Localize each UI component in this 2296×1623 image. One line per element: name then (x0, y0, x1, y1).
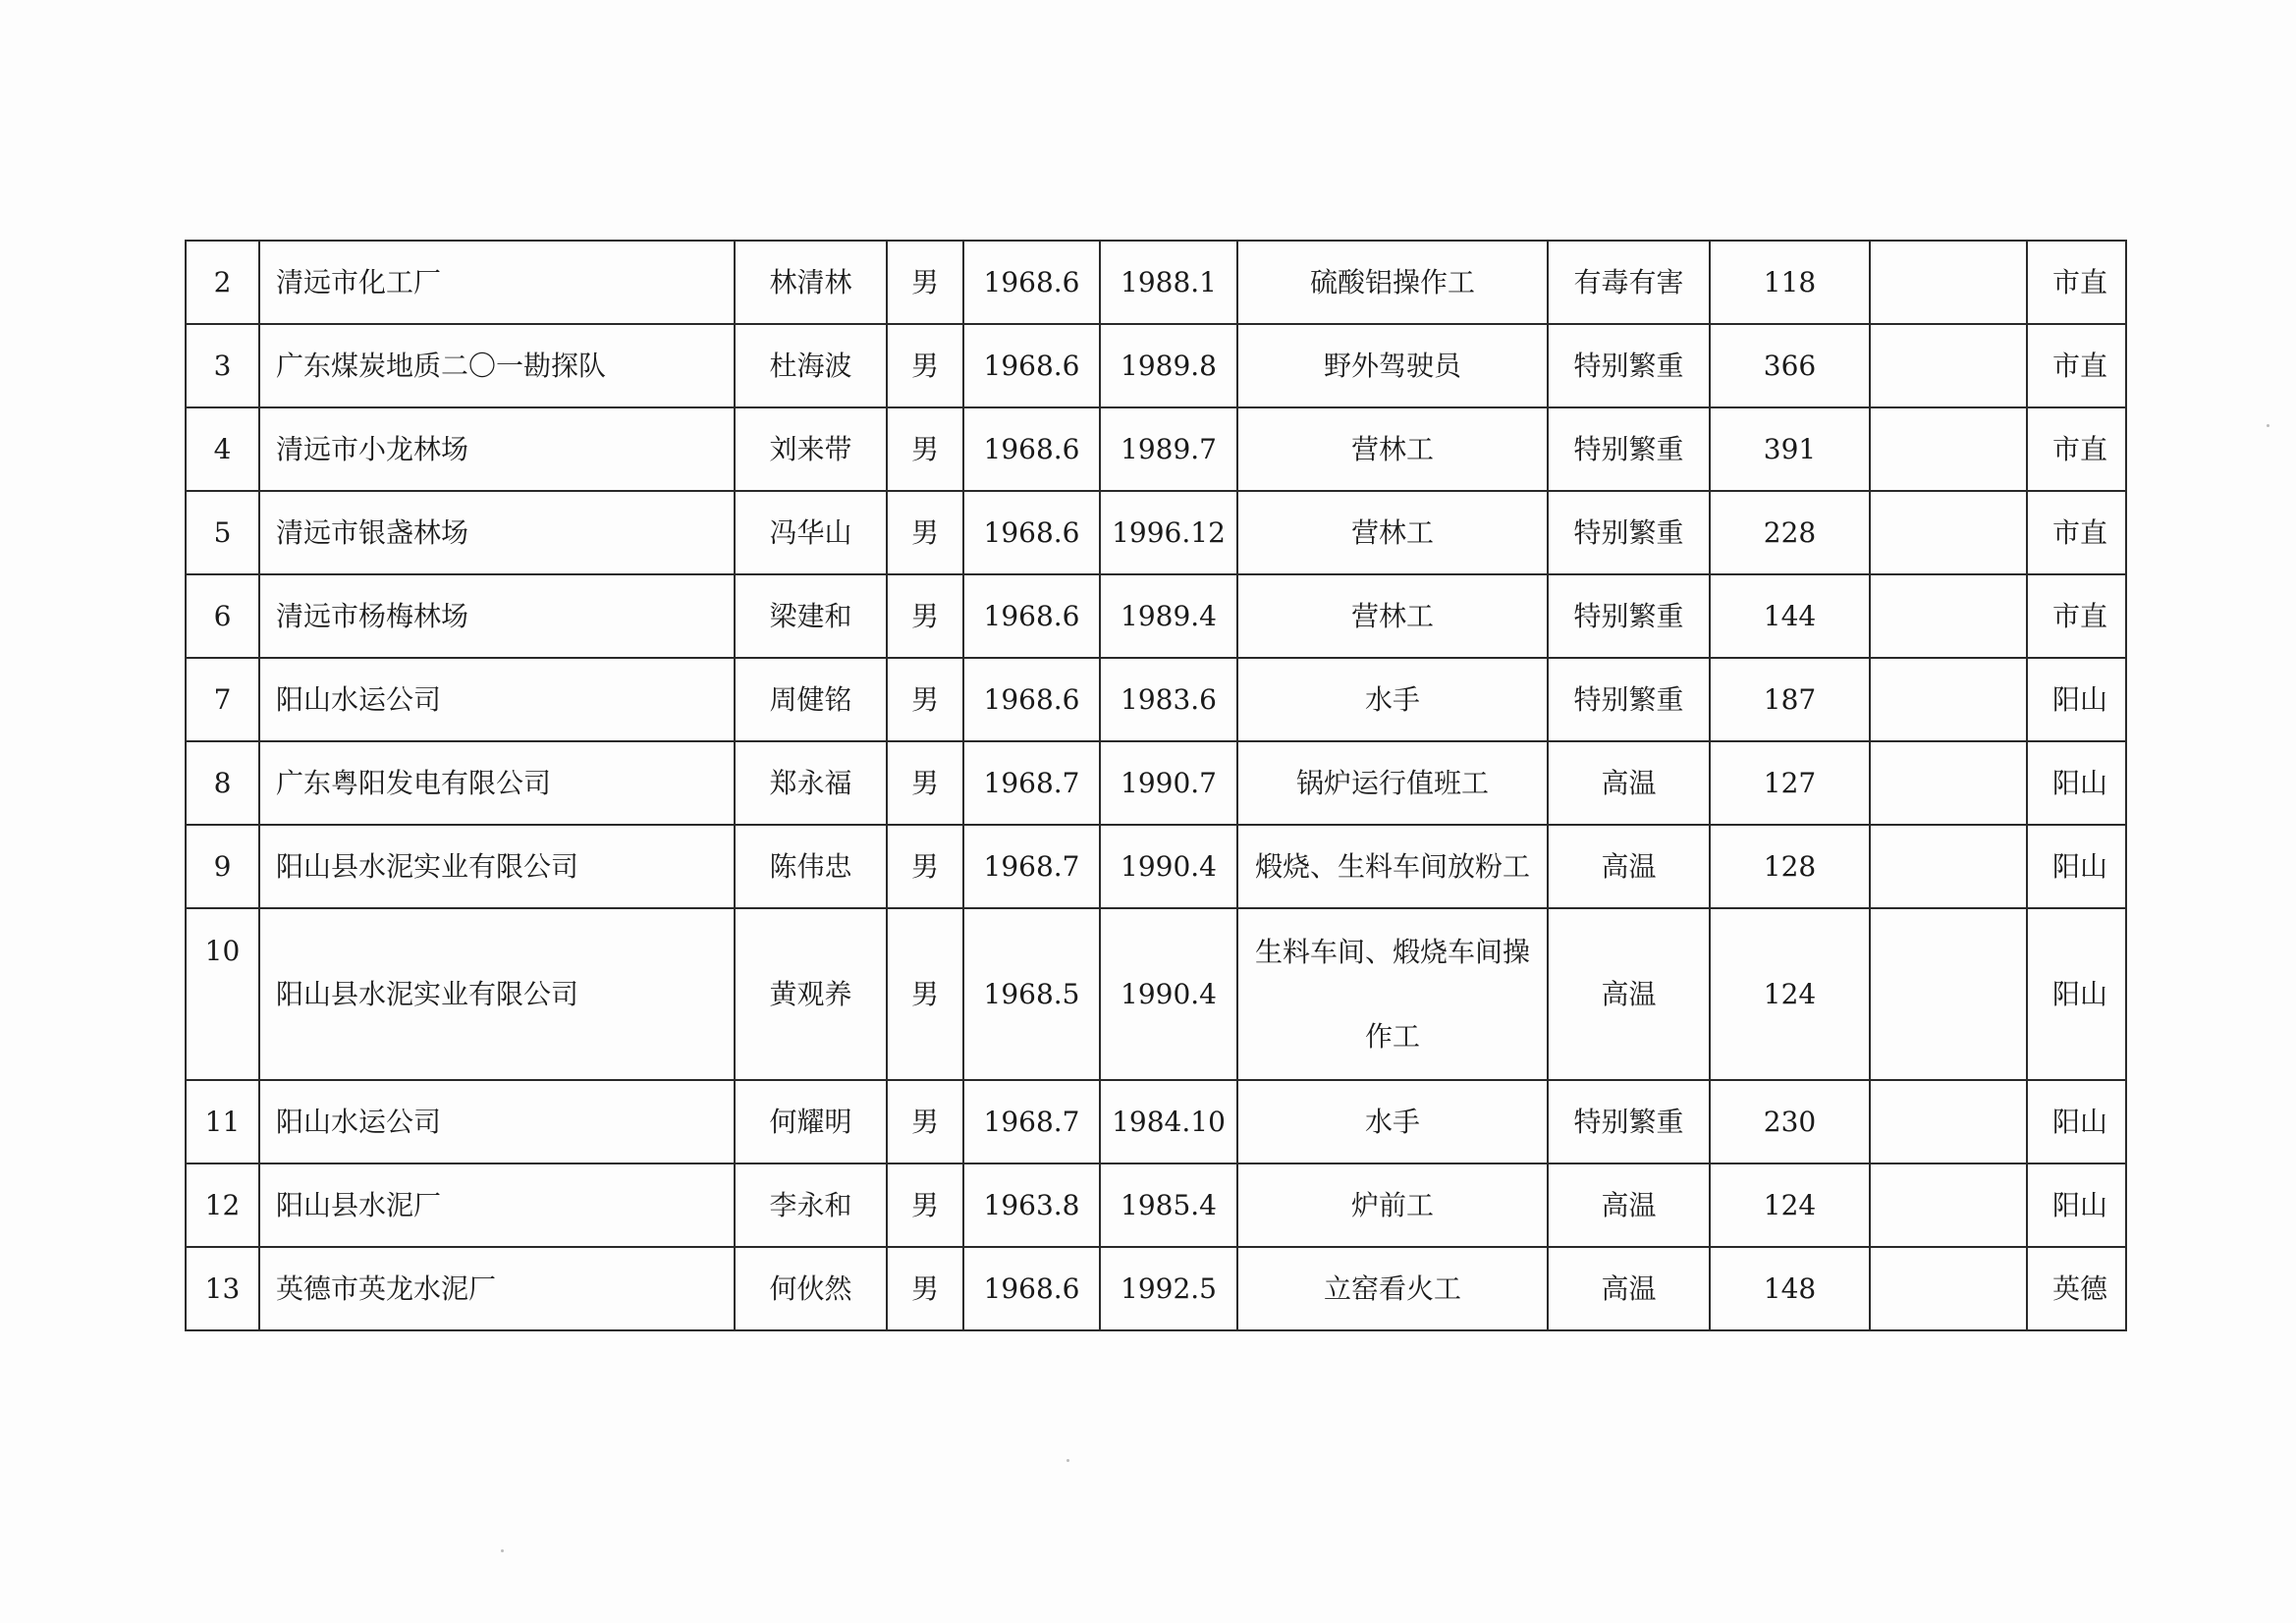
cell-job-type: 煅烧、生料车间放粉工 (1237, 825, 1548, 908)
cell-region: 市直 (2027, 324, 2126, 407)
scan-speck (501, 1549, 504, 1552)
cell-months-count: 187 (1710, 658, 1870, 741)
cell-person-name: 何伙然 (735, 1247, 887, 1330)
table-row (186, 1247, 2126, 1330)
cell-person-name: 何耀明 (735, 1080, 887, 1163)
cell-start-date: 1989.4 (1100, 574, 1237, 658)
cell-note (1870, 1080, 2027, 1163)
scan-speck (1066, 1459, 1069, 1462)
cell-row-number: 6 (186, 574, 259, 658)
cell-work-category: 高温 (1548, 1163, 1710, 1247)
cell-person-name: 郑永福 (735, 741, 887, 825)
cell-row-number: 2 (186, 241, 259, 324)
cell-unit-name: 阳山水运公司 (259, 1080, 735, 1163)
cell-birth-date: 1968.6 (963, 324, 1100, 407)
cell-work-category: 特别繁重 (1548, 658, 1710, 741)
cell-note (1870, 1247, 2027, 1330)
cell-unit-name: 清远市化工厂 (259, 241, 735, 324)
cell-person-name: 冯华山 (735, 491, 887, 574)
cell-birth-date: 1968.6 (963, 658, 1100, 741)
cell-birth-date: 1968.6 (963, 407, 1100, 491)
cell-birth-date: 1968.6 (963, 491, 1100, 574)
cell-region: 阳山 (2027, 1163, 2126, 1247)
cell-work-category: 高温 (1548, 741, 1710, 825)
table-row (186, 908, 2126, 1080)
cell-work-category: 高温 (1548, 825, 1710, 908)
cell-work-category: 特别繁重 (1548, 574, 1710, 658)
cell-start-date: 1984.10 (1100, 1080, 1237, 1163)
cell-sex: 男 (887, 825, 963, 908)
cell-start-date: 1985.4 (1100, 1163, 1237, 1247)
cell-work-category: 有毒有害 (1548, 241, 1710, 324)
cell-sex: 男 (887, 1163, 963, 1247)
cell-sex: 男 (887, 491, 963, 574)
cell-unit-name: 阳山水运公司 (259, 658, 735, 741)
cell-region: 阳山 (2027, 825, 2126, 908)
cell-row-number: 9 (186, 825, 259, 908)
cell-person-name: 陈伟忠 (735, 825, 887, 908)
cell-sex: 男 (887, 658, 963, 741)
cell-note (1870, 324, 2027, 407)
scan-speck (2267, 424, 2269, 427)
cell-start-date: 1990.7 (1100, 741, 1237, 825)
cell-job-type: 营林工 (1237, 407, 1548, 491)
cell-work-category: 特别繁重 (1548, 1080, 1710, 1163)
cell-unit-name: 清远市小龙林场 (259, 407, 735, 491)
table-row (186, 825, 2126, 908)
cell-months-count: 366 (1710, 324, 1870, 407)
cell-sex: 男 (887, 1080, 963, 1163)
cell-birth-date: 1963.8 (963, 1163, 1100, 1247)
cell-unit-name: 阳山县水泥实业有限公司 (259, 908, 735, 1080)
cell-job-type: 锅炉运行值班工 (1237, 741, 1548, 825)
cell-sex: 男 (887, 741, 963, 825)
cell-birth-date: 1968.7 (963, 741, 1100, 825)
cell-unit-name: 清远市杨梅林场 (259, 574, 735, 658)
cell-unit-name: 阳山县水泥实业有限公司 (259, 825, 735, 908)
cell-birth-date: 1968.5 (963, 908, 1100, 1080)
cell-sex: 男 (887, 1247, 963, 1330)
cell-note (1870, 407, 2027, 491)
cell-work-category: 高温 (1548, 908, 1710, 1080)
cell-region: 阳山 (2027, 658, 2126, 741)
table-row (186, 407, 2126, 491)
cell-months-count: 230 (1710, 1080, 1870, 1163)
cell-row-number: 3 (186, 324, 259, 407)
table-row (186, 241, 2126, 324)
cell-sex: 男 (887, 407, 963, 491)
cell-job-type: 水手 (1237, 1080, 1548, 1163)
cell-region: 市直 (2027, 407, 2126, 491)
cell-region: 阳山 (2027, 908, 2126, 1080)
cell-note (1870, 491, 2027, 574)
cell-region: 英德 (2027, 1247, 2126, 1330)
personnel-table (185, 240, 2127, 1331)
cell-months-count: 124 (1710, 908, 1870, 1080)
cell-note (1870, 908, 2027, 1080)
cell-region: 阳山 (2027, 1080, 2126, 1163)
cell-person-name: 林清林 (735, 241, 887, 324)
cell-start-date: 1992.5 (1100, 1247, 1237, 1330)
cell-work-category: 特别繁重 (1548, 407, 1710, 491)
cell-unit-name: 广东煤炭地质二〇一勘探队 (259, 324, 735, 407)
cell-job-type: 生料车间、煅烧车间操作工 (1237, 908, 1548, 1080)
cell-region: 阳山 (2027, 741, 2126, 825)
cell-start-date: 1989.8 (1100, 324, 1237, 407)
cell-person-name: 梁建和 (735, 574, 887, 658)
cell-work-category: 特别繁重 (1548, 324, 1710, 407)
cell-start-date: 1990.4 (1100, 908, 1237, 1080)
cell-months-count: 124 (1710, 1163, 1870, 1247)
cell-months-count: 127 (1710, 741, 1870, 825)
cell-person-name: 周健铭 (735, 658, 887, 741)
cell-region: 市直 (2027, 491, 2126, 574)
cell-start-date: 1990.4 (1100, 825, 1237, 908)
table-body (186, 241, 2126, 1330)
cell-months-count: 118 (1710, 241, 1870, 324)
cell-sex: 男 (887, 241, 963, 324)
cell-unit-name: 广东粤阳发电有限公司 (259, 741, 735, 825)
cell-row-number: 10 (186, 908, 259, 1080)
cell-note (1870, 1163, 2027, 1247)
cell-job-type: 营林工 (1237, 491, 1548, 574)
cell-birth-date: 1968.6 (963, 1247, 1100, 1330)
cell-months-count: 391 (1710, 407, 1870, 491)
cell-row-number: 8 (186, 741, 259, 825)
cell-region: 市直 (2027, 574, 2126, 658)
cell-row-number: 12 (186, 1163, 259, 1247)
cell-person-name: 黄观养 (735, 908, 887, 1080)
cell-person-name: 杜海波 (735, 324, 887, 407)
cell-row-number: 7 (186, 658, 259, 741)
cell-months-count: 228 (1710, 491, 1870, 574)
table-row (186, 324, 2126, 407)
cell-sex: 男 (887, 574, 963, 658)
cell-start-date: 1989.7 (1100, 407, 1237, 491)
cell-birth-date: 1968.6 (963, 241, 1100, 324)
cell-unit-name: 英德市英龙水泥厂 (259, 1247, 735, 1330)
cell-months-count: 128 (1710, 825, 1870, 908)
cell-note (1870, 241, 2027, 324)
cell-months-count: 148 (1710, 1247, 1870, 1330)
cell-job-type: 硫酸铝操作工 (1237, 241, 1548, 324)
cell-sex: 男 (887, 908, 963, 1080)
cell-start-date: 1988.1 (1100, 241, 1237, 324)
cell-region: 市直 (2027, 241, 2126, 324)
cell-start-date: 1983.6 (1100, 658, 1237, 741)
cell-note (1870, 741, 2027, 825)
cell-row-number: 13 (186, 1247, 259, 1330)
cell-start-date: 1996.12 (1100, 491, 1237, 574)
cell-person-name: 李永和 (735, 1163, 887, 1247)
table-row (186, 491, 2126, 574)
cell-job-type: 立窑看火工 (1237, 1247, 1548, 1330)
cell-row-number: 5 (186, 491, 259, 574)
cell-row-number: 11 (186, 1080, 259, 1163)
cell-job-type: 炉前工 (1237, 1163, 1548, 1247)
cell-birth-date: 1968.6 (963, 574, 1100, 658)
table-row (186, 741, 2126, 825)
cell-sex: 男 (887, 324, 963, 407)
cell-note (1870, 658, 2027, 741)
cell-unit-name: 清远市银盏林场 (259, 491, 735, 574)
table-row (186, 1163, 2126, 1247)
cell-job-type: 野外驾驶员 (1237, 324, 1548, 407)
table-row (186, 1080, 2126, 1163)
table-row (186, 658, 2126, 741)
cell-job-type: 水手 (1237, 658, 1548, 741)
cell-note (1870, 825, 2027, 908)
cell-months-count: 144 (1710, 574, 1870, 658)
cell-unit-name: 阳山县水泥厂 (259, 1163, 735, 1247)
table-row (186, 574, 2126, 658)
cell-note (1870, 574, 2027, 658)
cell-job-type: 营林工 (1237, 574, 1548, 658)
cell-person-name: 刘来带 (735, 407, 887, 491)
cell-birth-date: 1968.7 (963, 1080, 1100, 1163)
cell-work-category: 高温 (1548, 1247, 1710, 1330)
cell-birth-date: 1968.7 (963, 825, 1100, 908)
cell-work-category: 特别繁重 (1548, 491, 1710, 574)
cell-row-number: 4 (186, 407, 259, 491)
